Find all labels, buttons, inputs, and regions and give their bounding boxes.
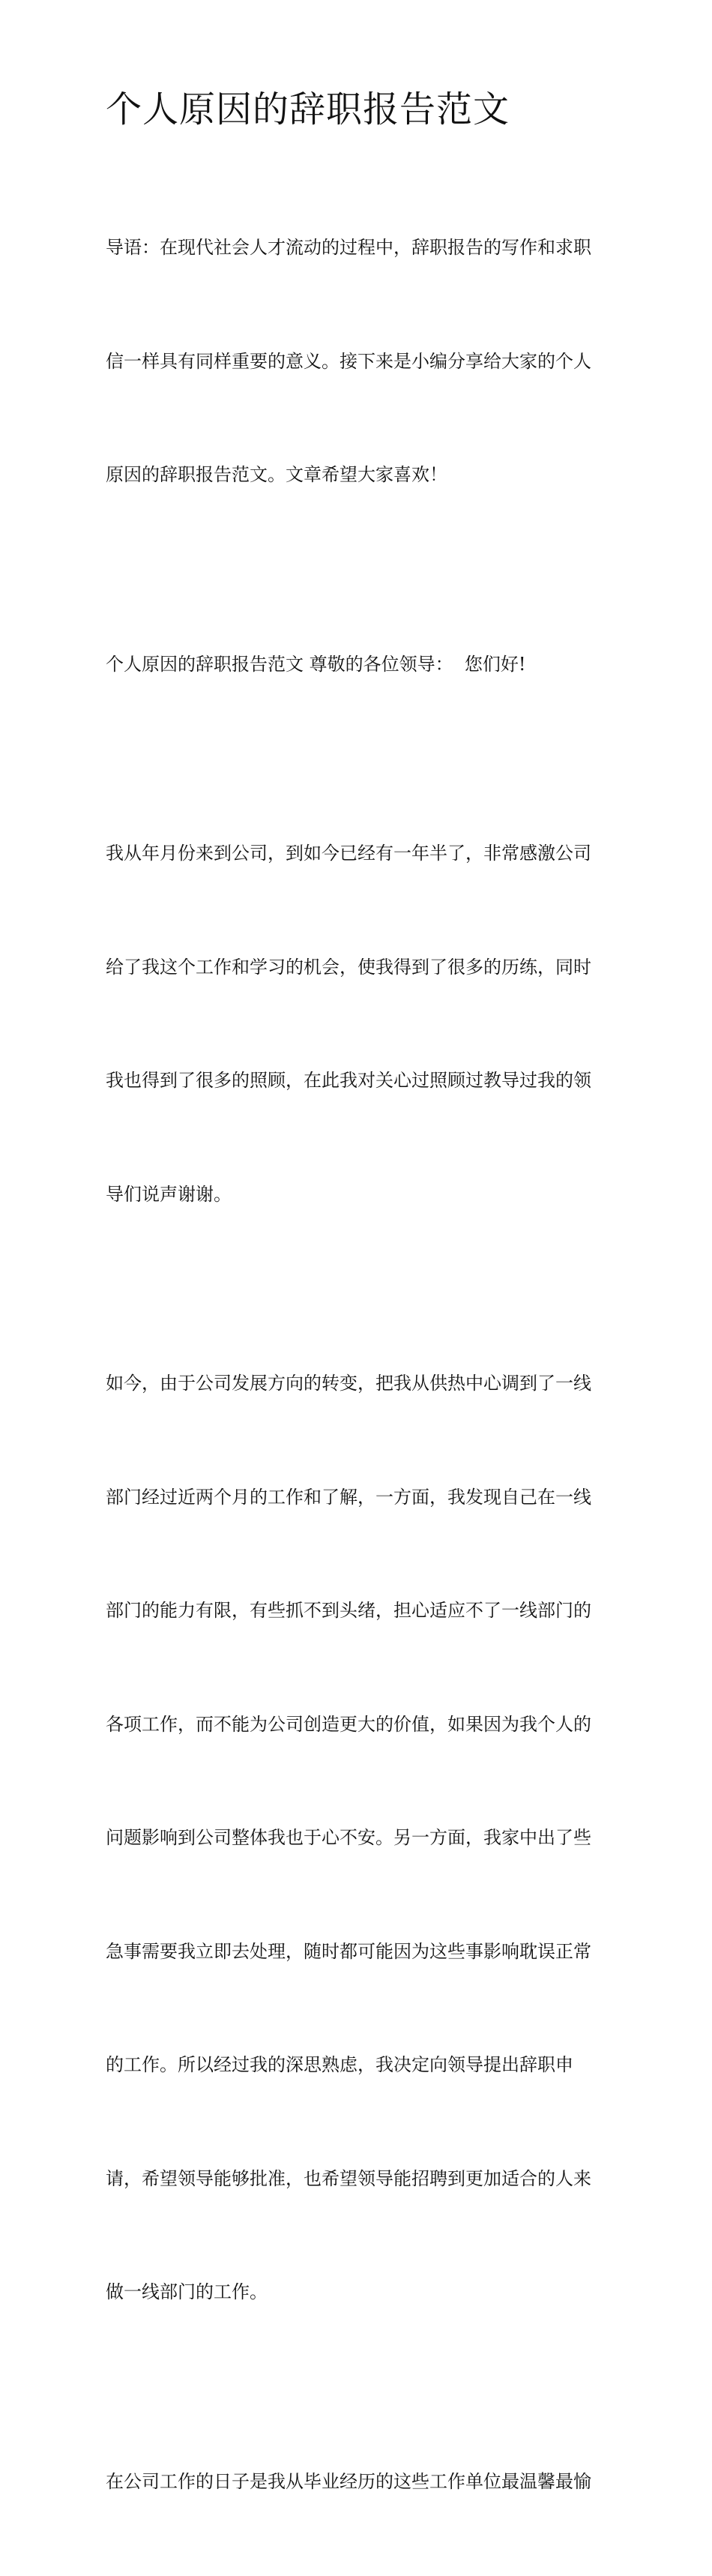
text-line: 个人原因的辞职报告范文 尊敬的各位领导： 您们好! <box>106 645 615 684</box>
text-line: 请，希望领导能够批准，也希望领导能招聘到更加适合的人来 <box>106 2160 615 2198</box>
text-line: 导们说声谢谢。 <box>106 1176 615 1214</box>
text-line: 急事需要我立即去处理，随时都可能因为这些事影响耽误正常 <box>106 1933 615 1971</box>
document-title: 个人原因的辞职报告范文 <box>106 84 615 135</box>
text-line: 在公司工作的日子是我从毕业经历的这些工作单位最温馨最愉 <box>106 2463 615 2501</box>
text-line: 部门经过近两个月的工作和了解，一方面，我发现自己在一线 <box>106 1478 615 1517</box>
text-line: 信一样具有同样重要的意义。接下来是小编分享给大家的个人 <box>106 343 615 381</box>
document-body <box>106 84 615 2576</box>
greeting-paragraph <box>106 570 615 759</box>
text-line: 做一线部门的工作。 <box>106 2273 615 2311</box>
text-line: 原因的辞职报告范文。文章希望大家喜欢！ <box>106 456 615 494</box>
body-paragraph-2 <box>106 1289 615 2387</box>
text-line: 各项工作，而不能为公司创造更大的价值，如果因为我个人的 <box>106 1706 615 1744</box>
text-line: 我从年月份来到公司，到如今已经有一年半了，非常感激公司 <box>106 834 615 873</box>
text-line: 的工作。所以经过我的深思熟虑，我决定向领导提出辞职申 <box>106 2046 615 2084</box>
text-line: 问题影响到公司整体我也于心不安。另一方面，我家中出了些 <box>106 1819 615 1857</box>
text-line: 给了我这个工作和学习的机会，使我得到了很多的历练，同时 <box>106 948 615 987</box>
document-page <box>0 0 712 921</box>
text-line: 部门的能力有限，有些抓不到头绪，担心适应不了一线部门的 <box>106 1592 615 1630</box>
text-line: 如今，由于公司发展方向的转变，把我从供热中心调到了一线 <box>106 1364 615 1403</box>
body-paragraph-1 <box>106 759 615 1289</box>
body-paragraph-3 <box>106 2387 615 2576</box>
text-line: 我也得到了很多的照顾，在此我对关心过照顾过教导过我的领 <box>106 1062 615 1100</box>
text-line: 导语：在现代社会人才流动的过程中，辞职报告的写作和求职 <box>106 229 615 267</box>
intro-paragraph <box>106 153 615 570</box>
